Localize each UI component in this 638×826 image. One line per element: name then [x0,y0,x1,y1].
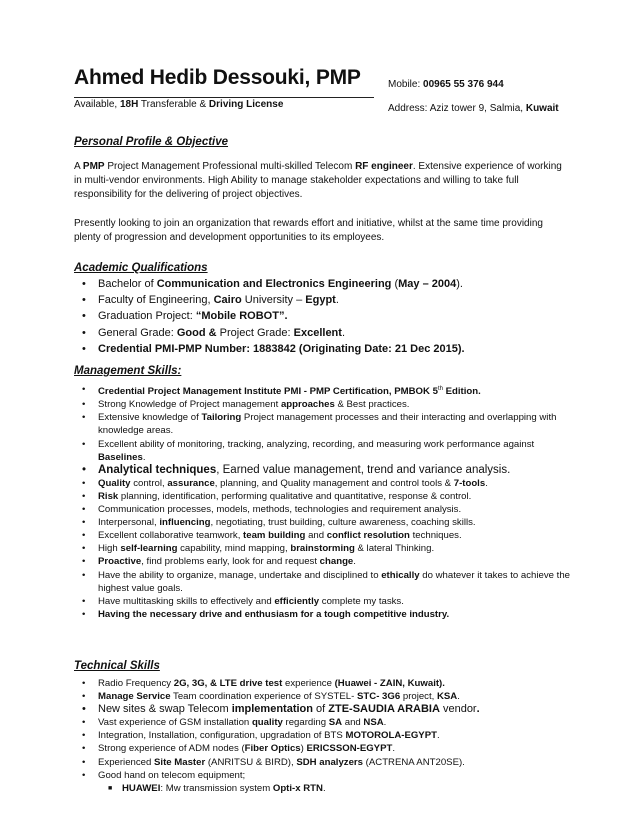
availability-prefix: Available, [74,99,120,110]
bold-text: RF engineer [355,161,413,172]
text-run: Strong Knowledge of Project management [98,399,281,411]
text-run: ( [391,278,399,290]
text-run: High [98,543,121,555]
bold-text: HUAWEI [122,782,161,794]
text-run: ). [456,278,463,290]
text-run: , find problems early, look for and request [141,556,320,568]
list-item [74,516,570,529]
bold-text: Quality [98,477,131,489]
text-run: . [341,326,346,339]
list-item [74,341,570,357]
bold-text: Credential Project Management Institute PMI - PMP Certification, PMBOK 5 [98,386,438,398]
text-run: and [342,717,364,729]
text-run: General Grade: [98,326,177,339]
bold-text: ZTE-SAUDIA ARABIA [328,703,440,716]
mobile-number: 00965 55 376 944 [423,79,504,90]
text-run: Excellent collaborative teamwork, [98,530,244,542]
profile-paragraph-1 [74,160,566,203]
list-item [74,555,570,568]
bullet-icon: • [82,769,86,781]
bold-text: STC- 3G6 [357,691,401,703]
text-run: Have multitasking skills to effectively and [98,595,275,607]
text-run: . [485,477,488,489]
bold-text: Tailoring [201,412,242,424]
text-run: , Earned value management, trend and variance analysis. [216,463,511,476]
text-run: (ANRITSU & BIRD), [205,756,297,768]
bold-text: Credential PMI-PMP Number: 1883842 (Originating Date: 21 Dec 2015). [98,342,465,355]
text-run: , planning, and Quality management and control tools & [214,477,454,489]
text-run: . [383,717,387,729]
list-item [74,398,570,411]
list-item [74,690,570,703]
bullet-icon: • [82,530,86,542]
list-item [74,756,570,769]
text-run: & lateral Thinking. [354,543,435,555]
list-item [74,383,570,398]
list-item [74,325,570,341]
text-run: Excellent ability of monitoring, tracking, analyzing, recording, and measuring work performance against [98,438,535,450]
bullet-icon: • [82,294,86,307]
list-item [74,742,570,755]
bold-text: 2G, 3G, & LTE drive test [173,678,283,689]
bold-text: ERICSSON-EGYPT [306,743,393,755]
bullet-icon: • [82,678,86,689]
bullet-icon: • [82,595,86,607]
bullet-icon: • [82,278,86,290]
text-run: . [142,451,146,463]
bullet-icon: • [82,490,86,502]
bold-text: KSA [436,691,458,703]
text-run: Project Grade: [216,326,294,339]
bold-text: Analytical techniques [98,463,217,476]
text-run: Team coordination experience of SYSTEL- [170,691,357,703]
bullet-icon: • [82,743,86,755]
bold-text: th [437,386,443,392]
bold-text: quality [251,717,283,729]
bullet-icon: • [82,504,86,516]
bold-text: Having the necessary drive and enthusiasm for a tough competitive industry. [98,608,450,620]
text-run: Project Management Professional multi-skilled Telecom [104,161,356,172]
bold-text: SA [328,717,343,729]
bold-text: Site Master [154,756,206,768]
academic-list [74,276,570,357]
bullet-icon: • [82,730,86,742]
bold-text: efficiently [274,595,320,607]
bold-text: (Huawei - ZAIN, Kuwait). [334,678,445,689]
management-list [74,383,570,621]
bold-text: self-learning [120,543,178,555]
text-run: Bachelor of [98,278,157,290]
bold-text: brainstorming [290,543,355,555]
list-item [74,411,570,437]
bullet-icon: • [82,517,86,529]
text-run: Have the ability to organize, manage, undertake and disciplined to [98,569,382,581]
bold-text: May – 2004 [398,278,457,290]
text-run: A [74,161,83,172]
availability-hours: 18H [119,99,139,110]
address-country: Kuwait [525,103,559,114]
bullet-icon: • [82,717,86,729]
text-run: experience [282,678,335,689]
text-run: do whatever it takes to achieve the highest value goals. [98,569,570,594]
bold-text: Risk [98,490,119,502]
list-item [74,729,570,742]
bold-text: Good & [176,326,217,339]
bullet-icon: • [82,477,86,489]
candidate-name: Ahmed Hedib Dessouki, PMP [74,66,361,89]
bold-text: team building [243,530,306,542]
text-run: Graduation Project: [98,310,196,323]
availability-license: Driving License [208,99,284,110]
list-item [74,438,570,464]
bold-text: SDH analyzers [296,756,363,768]
profile-heading: Personal Profile & Objective [74,136,229,148]
bold-text: conflict resolution [326,530,410,542]
bold-text: influencing [159,517,211,529]
bullet-icon: • [82,691,86,703]
list-item [74,716,570,729]
text-run: Communication processes, models, methods, technologies and requirement analysis. [98,504,462,516]
text-run: Radio Frequency [98,678,174,689]
list-item [74,308,570,324]
text-run: . [353,556,356,568]
bullet-icon: • [82,463,87,476]
bold-text: PMP [82,161,105,172]
bullet-icon: • [82,569,86,581]
technical-heading: Technical Skills [74,660,160,672]
profile-paragraph-2: Presently looking to join an organization that rewards effort and initiative, whilst at the same time providing plenty of progression and development opportunities to its employees. [74,218,543,244]
text-run: project, [400,691,437,703]
list-item [74,292,570,308]
bold-text: Manage Service [98,691,171,703]
bullet-icon: • [82,399,86,411]
list-item [74,477,570,490]
text-run: techniques. [409,530,462,542]
list-item [74,529,570,542]
text-run: . [457,691,460,703]
bold-text: Excellent [293,326,342,339]
bold-text: assurance [167,477,215,489]
bullet-icon: • [82,412,86,424]
bold-text: Proactive [98,556,142,568]
bullet-icon: • [82,703,86,716]
name-underline [74,97,374,98]
text-run: . Extensive experience of working in multi-vendor environments. High Ability to manage stakeholder expectations and willing to take full responsibility for the delivering of project objectives. [74,161,562,201]
text-run: Vast experience of GSM installation [98,717,252,729]
text-run: Good hand on telecom equipment; [98,769,246,781]
list-item [74,503,570,516]
text-run: of [312,703,329,716]
bold-text: Egypt [305,294,336,307]
list-item [74,490,570,503]
management-heading: Management Skills: [74,365,182,377]
academic-heading: Academic Qualifications [74,262,208,274]
bold-text: approaches [280,399,335,411]
text-run: & Best practices. [334,399,410,411]
text-run: New sites & swap Telecom [98,703,232,716]
bold-text: “Mobile ROBOT”. [195,310,288,323]
text-run: Faculty of Engineering, [98,294,214,307]
list-item [74,608,570,621]
bold-text: Opti-x RTN [272,782,323,794]
bullet-icon: • [82,342,86,355]
bullet-icon: • [82,608,86,620]
text-run: complete my tasks. [319,595,404,607]
text-run: ) [300,743,307,755]
text-run: planning, identification, performing qualitative and quantitative, response & control. [118,490,472,502]
bold-text: 7-tools [453,477,486,489]
text-run: Interpersonal, [98,517,160,529]
list-item [74,703,570,716]
text-run: Extensive knowledge of [98,412,202,424]
bold-text: Communication and Electronics Engineering [156,278,392,290]
bullet-icon: • [82,556,86,568]
bold-text: Edition. [442,386,481,398]
text-run: : Mw transmission system [160,782,273,794]
list-item [74,677,570,690]
list-item [74,595,570,608]
bullet-icon: • [82,384,86,395]
availability-transferable: Transferable & [138,99,209,110]
technical-list [74,677,570,795]
list-item [74,464,570,477]
text-run: Experienced [98,756,154,768]
bold-text: ethically [381,569,420,581]
bullet-icon: • [82,438,86,450]
address-line [388,103,559,114]
text-run: control, [130,477,168,489]
address-label: Address: Aziz tower 9, Salmia, [388,103,526,114]
text-run: University – [241,294,306,307]
text-run: . [322,782,326,794]
list-item [74,769,570,782]
text-run: . [392,743,396,755]
list-item [74,542,570,555]
text-run: Project management processes and their interacting and overlapping with knowledge areas. [98,412,557,437]
mobile-line [388,79,504,90]
text-run: and [305,530,327,542]
text-run: . [436,730,440,742]
text-run: regarding [282,717,329,729]
bold-text: Fiber Optics [244,743,301,755]
bold-text: MOTOROLA-EGYPT [345,730,437,742]
list-item [74,569,570,595]
availability-line [74,99,283,110]
text-run: , negotiating, trust building, culture awareness, coaching skills. [210,517,476,529]
text-run: . [335,294,339,307]
list-item [74,276,570,292]
text-run: (ACTRENA ANT20SE). [363,756,465,768]
bold-text: NSA [363,717,384,729]
text-run: Strong experience of ADM nodes ( [98,743,245,755]
bullet-icon: • [82,310,86,323]
text-run: Integration, Installation, configuration, upgradation of BTS [98,730,346,742]
bold-text: . [476,703,480,716]
bold-text: implementation [231,703,313,716]
list-item [74,782,570,795]
bold-text: Baselines [98,451,143,463]
mobile-label: Mobile: [388,79,424,90]
bold-text: change [319,556,354,568]
square-bullet-icon: ■ [108,784,113,792]
text-run: vendor [439,703,477,716]
bullet-icon: • [82,543,86,555]
bullet-icon: • [82,756,86,768]
bullet-icon: • [82,326,86,339]
text-run: capability, mind mapping, [177,543,291,555]
bold-text: Cairo [213,294,242,307]
